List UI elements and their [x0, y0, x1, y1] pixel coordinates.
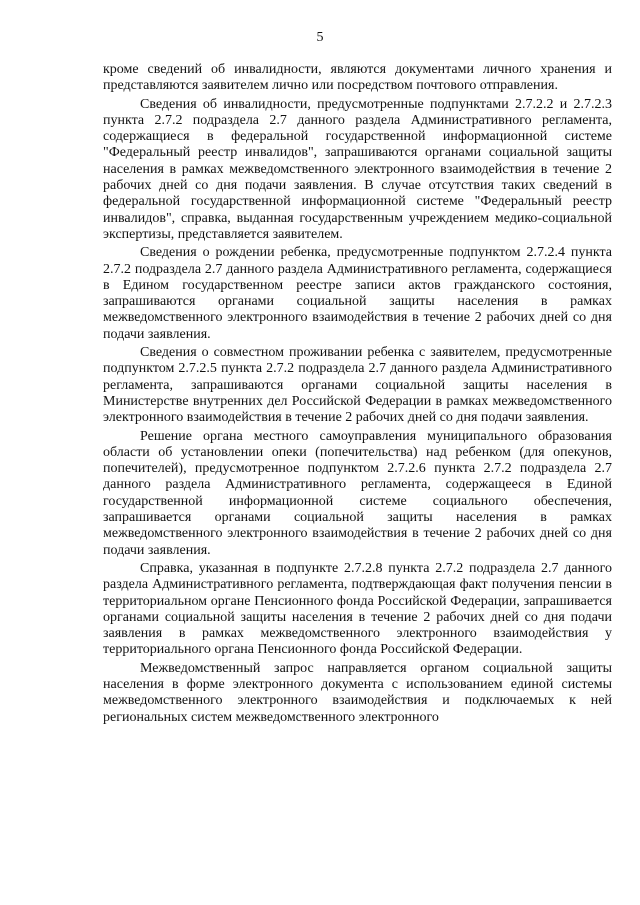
- paragraph-pension-certificate: Справка, указанная в подпункте 2.7.2.8 пункта 2.7.2 подраздела 2.7 данного раздела Административного регламента, подтверждающая факт получения пенсии в территориальном органе Пенсионного фонда Российской Федерации, запрашивается органами социальной защиты населения в течение 2 рабочих дней со дня подачи заявления в рамках межведомственного электронного взаимодействия у территориального органа Пенсионного фонда Российской Федерации.: [103, 560, 612, 658]
- paragraph-disability-info: Сведения об инвалидности, предусмотренные подпунктами 2.7.2.2 и 2.7.2.3 пункта 2.7.2 подраздела 2.7 данного раздела Административного регламента, содержащиеся в федеральной государственной информационной системе "Федеральный реестр инвалидов", запрашиваются органами социальной защиты населения в рамках межведомственного электронного взаимодействия в течение 2 рабочих дней со дня подачи заявления. В случае отсутствия таких сведений в федеральной государственной информационной системе "Федеральный реестр инвалидов", справка, выданная государственным учреждением медико-социальной экспертизы, представляется заявителем.: [103, 96, 612, 242]
- paragraph-continuation: кроме сведений об инвалидности, являются документами личного хранения и представляются заявителем лично или посредством почтового отправления.: [103, 62, 612, 94]
- paragraph-interagency-request: Межведомственный запрос направляется органом социальной защиты населения в форме электронного документа с использованием единой системы межведомственного электронного взаимодействия и подключаемых к ней региональных систем межведомственного электронного: [103, 660, 612, 725]
- paragraph-guardianship-decision: Решение органа местного самоуправления муниципального образования области об установлении опеки (попечительства) над ребенком (для опекунов, попечителей), предусмотренное подпунктом 2.7.2.6 пункта 2.7.2 подраздела 2.7 данного раздела Административного регламента, содержащееся в Единой государственной информационной системе социального обеспечения, запрашивается органами социальной защиты населения в рамках межведомственного электронного взаимодействия в течение 2 рабочих дней со дня подачи заявления.: [103, 428, 612, 558]
- paragraph-birth-info: Сведения о рождении ребенка, предусмотренные подпунктом 2.7.2.4 пункта 2.7.2 подраздела 2.7 данного раздела Административного регламента, содержащиеся в Едином государственном реестре записи актов гражданского состояния, запрашиваются органами социальной защиты населения в рамках межведомственного электронного взаимодействия в течение 2 рабочих дней со дня подачи заявления.: [103, 245, 612, 342]
- paragraph-cohabitation-info: Сведения о совместном проживании ребенка с заявителем, предусмотренные подпунктом 2.7.2.5 пункта 2.7.2 подраздела 2.7 данного раздела Административного регламента, запрашиваются органами социальной защиты населения в Министерстве внутренних дел Российской Федерации в рамках межведомственного электронного взаимодействия в течение 2 рабочих дней со дня подачи заявления.: [103, 345, 612, 426]
- document-body: [103, 62, 612, 728]
- page-number: 5: [316, 30, 324, 45]
